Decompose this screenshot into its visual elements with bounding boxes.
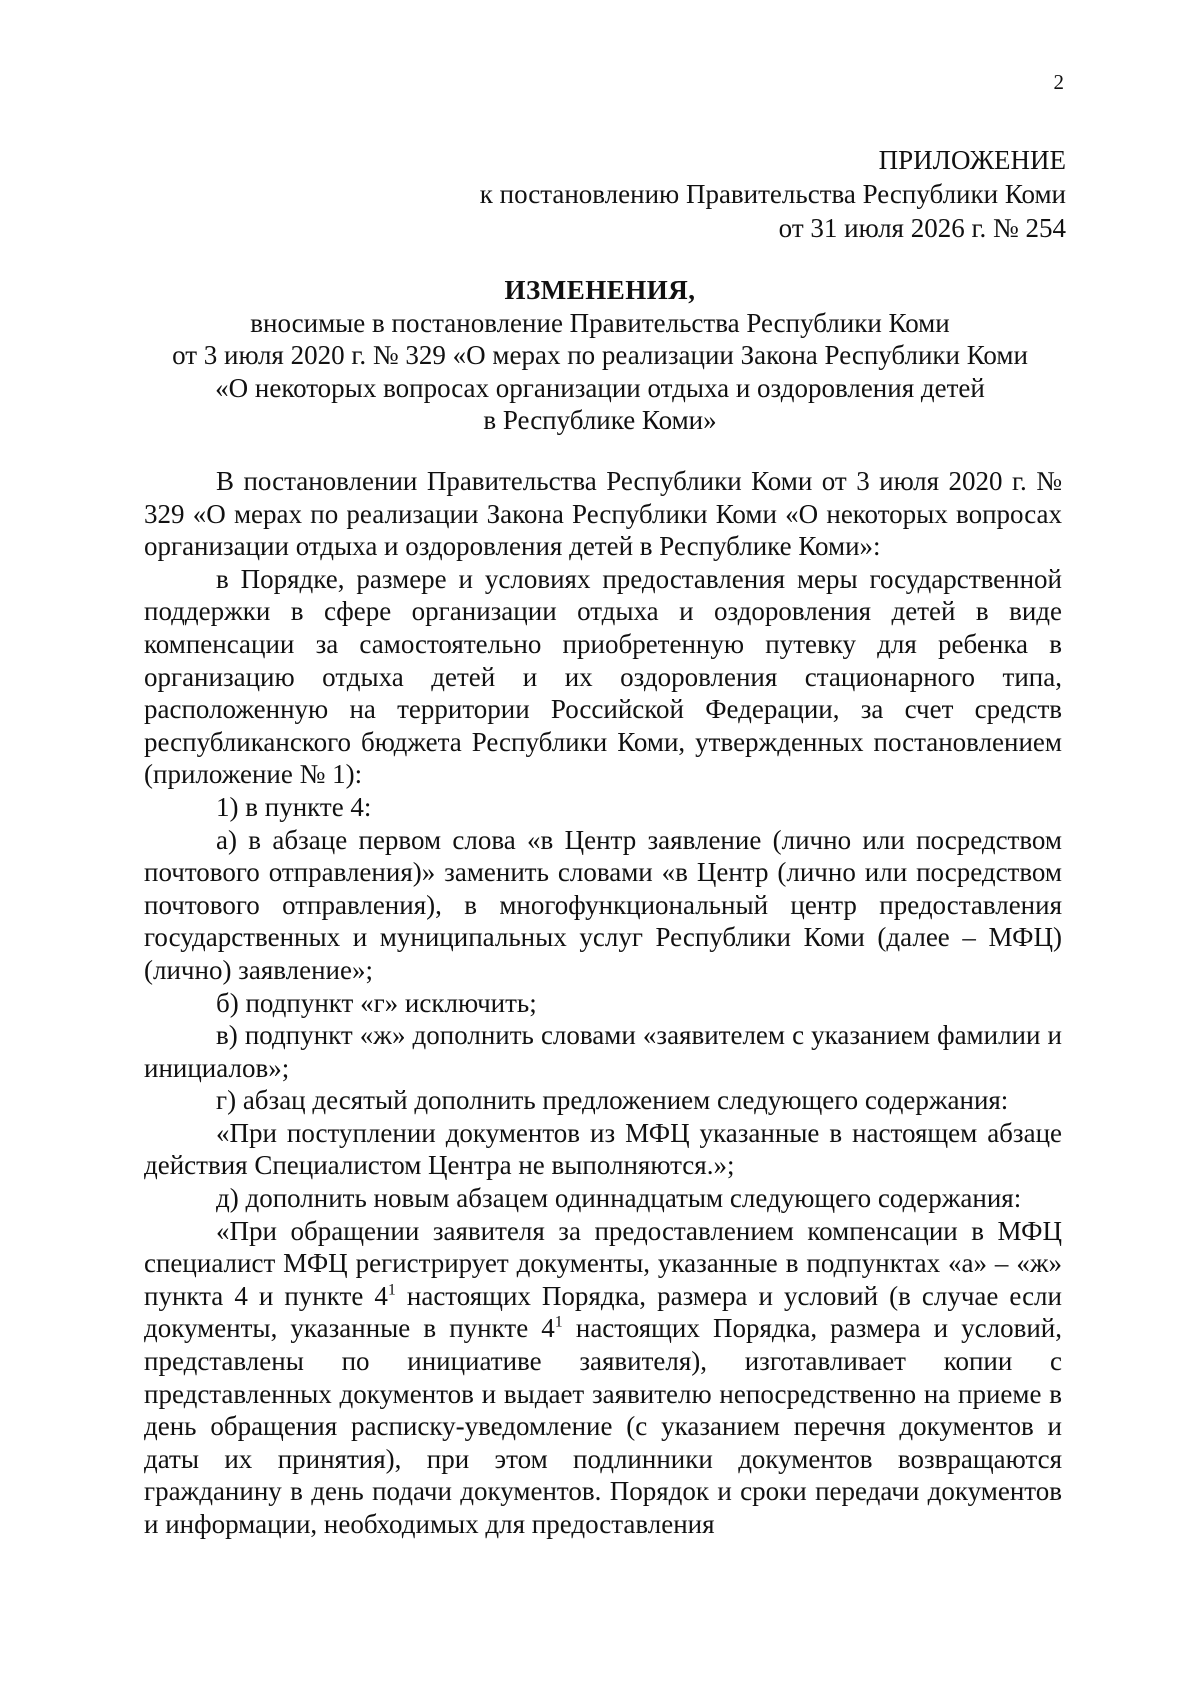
appendix-date-number: от 31 июля 2026 г. № 254 — [778, 213, 1066, 243]
heading-line-2: от 3 июля 2020 г. № 329 «О мерах по реализации Закона Республики Коми — [172, 340, 1028, 370]
superscript-2: 1 — [554, 1314, 563, 1332]
appendix-block — [366, 143, 1066, 245]
paragraph-text-part-2: настоящих Порядка, размера и условий (в случае если документы, указанные в пункте 4 — [144, 1280, 1062, 1344]
paragraph-quote-application — [144, 1215, 1062, 1541]
heading-line-1: вносимые в постановление Правительства Республики Коми — [250, 307, 950, 338]
paragraph-procedure: в Порядке, размере и условиях предоставления меры государственной поддержки в сфере организации отдыха и оздоровления детей в виде компенсации за самостоятельно приобретенную путевку для ребенка в организацию отдыха детей и их оздоровления стационарного типа, расположенную на территории Российской Федерации, за счет средств республиканского бюджета Республики Коми, утвержденных постановлением (приложение № 1): — [144, 563, 1062, 790]
paragraph-subitem-g: г) абзац десятый дополнить предложением следующего содержания: — [216, 1085, 1009, 1116]
paragraph-intro: В постановлении Правительства Республики Коми от 3 июля 2020 г. № 329 «О мерах по реализации Закона Республики Коми «О некоторых вопросах организации отдыха и оздоровления детей в Республике Коми»: — [144, 466, 1062, 562]
heading-line-3: «О некоторых вопросах организации отдыха и оздоровления детей — [215, 372, 985, 403]
heading-line-4: в Республике Коми» — [483, 405, 717, 435]
document-title: ИЗМЕНЕНИЯ, — [504, 275, 696, 305]
document-body — [144, 465, 1062, 1541]
appendix-label: ПРИЛОЖЕНИЕ — [878, 145, 1066, 175]
paragraph-subitem-d: д) дополнить новым абзацем одиннадцатым следующего содержания: — [216, 1183, 1022, 1214]
paragraph-subitem-a: а) в абзаце первом слова «в Центр заявление (лично или посредством почтового отправления)» заменить словами «в Центр (лично или посредством почтового отправления), в многофункциональный центр предоставления государственных и муниципальных услуг Республики Коми (далее – МФЦ) (лично) заявление»; — [144, 824, 1062, 985]
superscript-1: 1 — [387, 1281, 396, 1299]
appendix-reference: к постановлению Правительства Республики Коми — [479, 179, 1066, 209]
page-number: 2 — [1053, 70, 1064, 94]
document-heading — [140, 274, 1060, 437]
paragraph-text-part-3: настоящих Порядка, размера и условий, представлены по инициативе заявителя), изготавливает копии с представленных документов и выдает заявителю непосредственно на приеме в день обращения расписку-уведомление (с указанием перечня документов и даты их принятия), при этом подлинники документов возвращаются гражданину в день подачи документов. Порядок и сроки передачи документов и информации, необходимых для предоставления — [144, 1313, 1062, 1539]
paragraph-subitem-b: б) подпункт «г» исключить; — [216, 987, 537, 1018]
paragraph-subitem-v: в) подпункт «ж» дополнить словами «заявителем с указанием фамилии и инициалов»; — [144, 1020, 1062, 1083]
paragraph-item-1: 1) в пункте 4: — [216, 791, 372, 822]
paragraph-text-part-1: «При обращении заявителя за предоставлением компенсации в МФЦ специалист МФЦ регистрирует документы, указанные в подпунктах «а» – «ж» пункта 4 и пункте 4 — [144, 1215, 1062, 1311]
paragraph-quote-mfc: «При поступлении документов из МФЦ указанные в настоящем абзаце действия Специалистом Центра не выполняются.»; — [144, 1117, 1062, 1181]
